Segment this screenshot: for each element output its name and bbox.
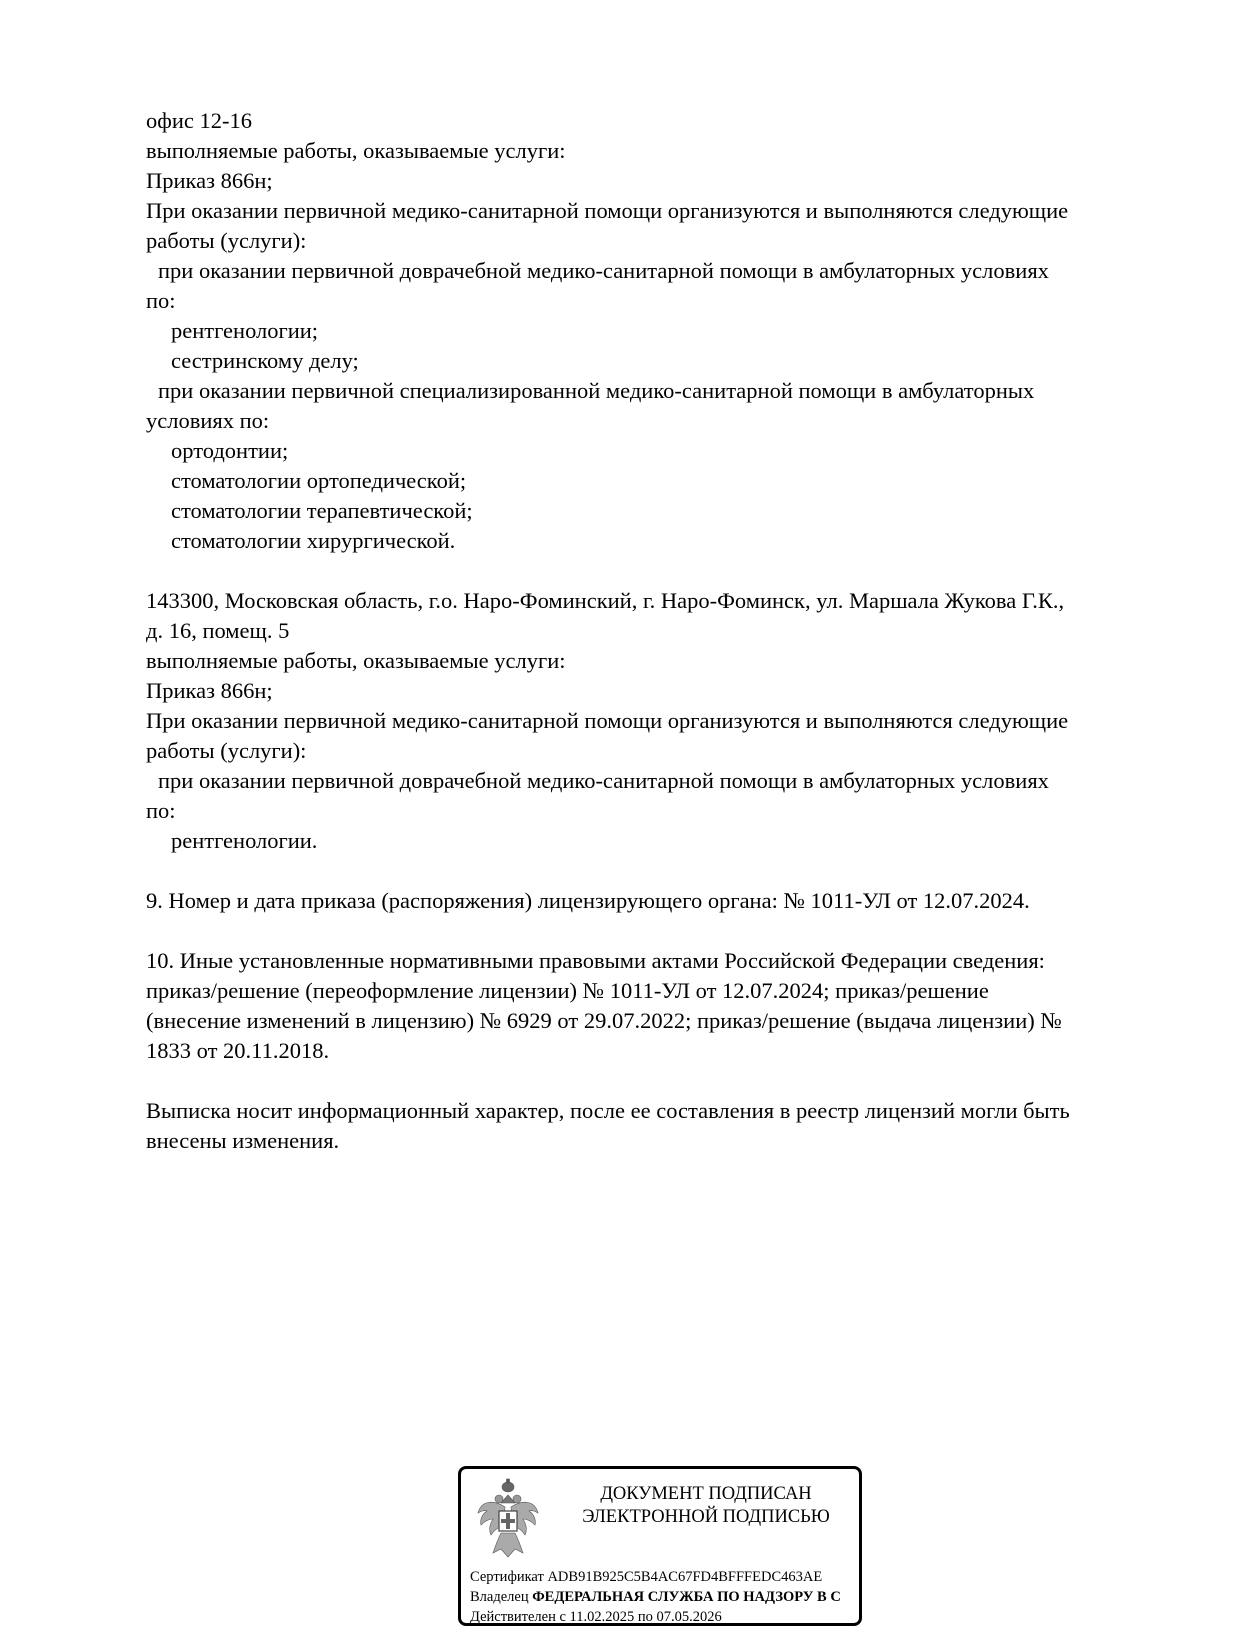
document-line: стоматологии терапевтической; — [171, 498, 473, 523]
document-line: работы (услуги): — [146, 738, 307, 763]
blank-line — [146, 1066, 1156, 1096]
document-line: стоматологии ортопедической; — [171, 468, 467, 493]
certificate-value: ADB91B925C5B4AC67FD4BFFFEDC463AE — [547, 1569, 823, 1585]
document-line: внесены изменения. — [146, 1128, 340, 1153]
document-line: работы (услуги): — [146, 228, 307, 253]
electronic-signature-stamp — [458, 1466, 862, 1626]
document-line: Приказ 866н; — [146, 168, 273, 193]
document-line: д. 16, помещ. 5 — [146, 618, 290, 643]
document-line: 143300, Московская область, г.о. Наро-Фоминский, г. Наро-Фоминск, ул. Маршала Жукова Г.К., — [146, 588, 1065, 613]
document-line: условиях по: — [146, 408, 270, 433]
document-line: При оказании первичной медико-санитарной помощи организуются и выполняются следующие — [146, 198, 1069, 223]
blank-line — [146, 556, 1156, 586]
document-line: при оказании первичной доврачебной медико-санитарной помощи в амбулаторных условиях — [158, 258, 1049, 283]
document-line: по: — [146, 288, 176, 313]
document-line: 1833 от 20.11.2018. — [146, 1038, 330, 1063]
blank-line — [146, 856, 1156, 886]
document-line: 10. Иные установленные нормативными правовыми актами Российской Федерации сведения: — [146, 948, 1045, 973]
document-line: стоматологии хирургической. — [171, 528, 456, 553]
document-body — [146, 106, 1156, 1156]
certificate-label: Сертификат — [470, 1569, 544, 1585]
document-line: выполняемые работы, оказываемые услуги: — [146, 138, 566, 163]
document-line: рентгенологии; — [171, 318, 319, 343]
document-line: офис 12-16 — [146, 108, 252, 133]
document-line: выполняемые работы, оказываемые услуги: — [146, 648, 566, 673]
stamp-info — [470, 1567, 862, 1626]
document-line: рентгенологии. — [171, 828, 318, 853]
document-line: 9. Номер и дата приказа (распоряжения) лицензирующего органа: № 1011-УЛ от 12.07.2024. — [146, 888, 1030, 913]
validity-row: Действителен с 11.02.2025 по 07.05.2026 — [470, 1609, 722, 1625]
document-line: приказ/решение (переоформление лицензии) № 1011-УЛ от 12.07.2024; приказ/решение — [146, 978, 989, 1003]
coat-of-arms-icon — [475, 1477, 541, 1559]
blank-line — [146, 916, 1156, 946]
document-line: при оказании первичной специализированной медико-санитарной помощи в амбулаторных — [158, 378, 1035, 403]
document-line: ортодонтии; — [171, 438, 289, 463]
owner-row — [470, 1587, 862, 1607]
owner-value: ФЕДЕРАЛЬНАЯ СЛУЖБА ПО НАДЗОРУ В С — [532, 1589, 841, 1605]
document-line: (внесение изменений в лицензию) № 6929 от 29.07.2022; приказ/решение (выдача лицензии) № — [146, 1008, 1062, 1033]
stamp-title-line-1: ДОКУМЕНТ ПОДПИСАН — [600, 1484, 812, 1504]
document-line: При оказании первичной медико-санитарной помощи организуются и выполняются следующие — [146, 708, 1069, 733]
certificate-row — [470, 1567, 862, 1587]
owner-label: Владелец — [470, 1589, 529, 1605]
stamp-title-line-2: ЭЛЕКТРОННОЙ ПОДПИСЬЮ — [582, 1507, 830, 1527]
stamp-title — [561, 1483, 851, 1529]
document-line: Приказ 866н; — [146, 678, 273, 703]
document-line: Выписка носит информационный характер, после ее составления в реестр лицензий могли быть — [146, 1098, 1070, 1123]
document-line: сестринскому делу; — [171, 348, 359, 373]
document-line: по: — [146, 798, 176, 823]
document-line: при оказании первичной доврачебной медико-санитарной помощи в амбулаторных условиях — [158, 768, 1049, 793]
